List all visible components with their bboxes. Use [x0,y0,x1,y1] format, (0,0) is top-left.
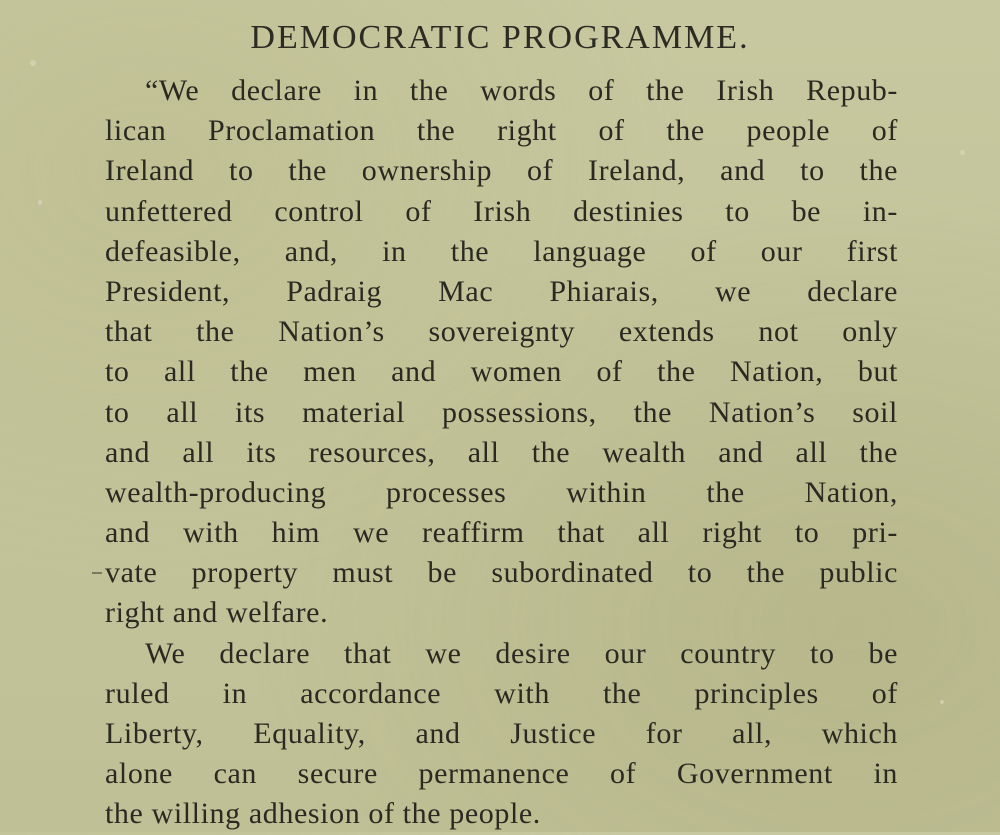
text-line: vate property must be subordinated to the public [105,556,898,590]
text-line: to all its material possessions, the Nation’s soil [105,395,898,429]
text-line: Ireland to the ownership of Ireland, and to the [105,154,898,188]
text-line: to all the men and women of the Nation, but [105,355,898,389]
text-line: right and welfare. [105,596,329,630]
text-line: alone can secure permanence of Government in [105,757,898,791]
text-line: ruled in accordance with the principles of [105,676,898,710]
text-line: lican Proclamation the right of the people of [105,114,898,148]
page-title: DEMOCRATIC PROGRAMME. [250,19,750,56]
text-line: and with him we reaffirm that all right to pri- [105,516,898,550]
margin-ink-mark [92,572,102,574]
text-line: We declare that we desire our country to be [145,636,898,670]
paragraph [105,71,898,634]
document-body [105,71,898,835]
text-line: and all its resources, all the wealth and all the [105,435,898,469]
text-line: President, Padraig Mac Phiarais, we declare [105,274,898,308]
text-line: Liberty, Equality, and Justice for all, which [105,717,898,750]
paragraph [105,634,898,835]
paper-speck [38,200,42,205]
paper-speck [30,60,36,66]
text-line: unfettered control of Irish destinies to be in- [105,194,898,228]
text-line: wealth-producing processes within the Nation, [105,475,898,509]
text-line: that the Nation’s sovereignty extends not only [105,315,898,349]
paper-speck [960,150,965,155]
text-line: “We declare in the words of the Irish Repub- [145,74,898,107]
text-line: defeasible, and, in the language of our first [105,234,898,268]
paper-speck [940,700,944,704]
text-line: the willing adhesion of the people. [105,797,541,831]
